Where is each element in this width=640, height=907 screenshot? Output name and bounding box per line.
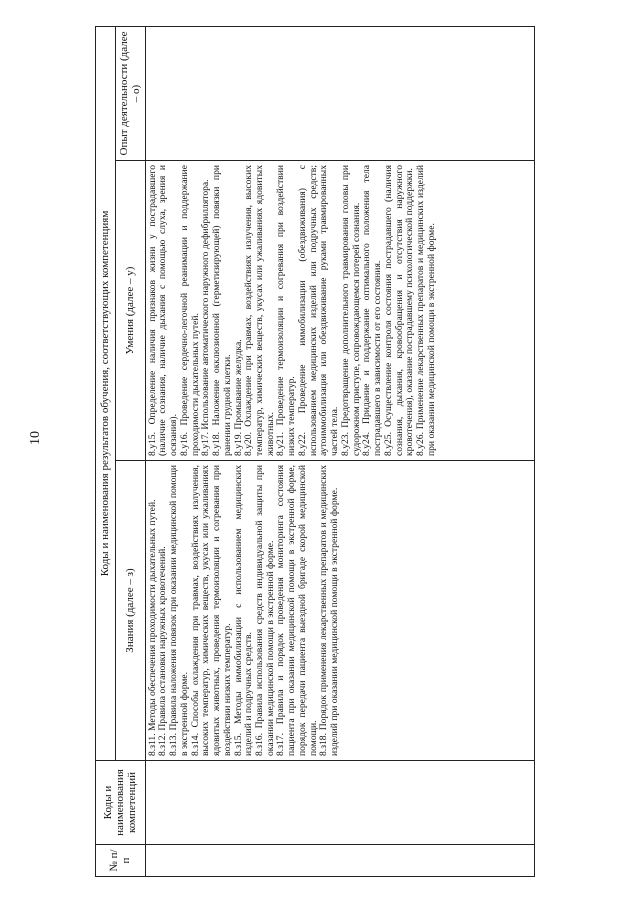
header-code: Коды и наименования компетенций bbox=[96, 761, 146, 845]
skill-item: 8.у21. Проведение термоизоляции и согревания при воздействии низких температур. bbox=[275, 165, 298, 456]
knowledge-item: 8.з13. Правила наложения повязок при оказании медицинской помощи в экстренной форме. bbox=[168, 465, 190, 756]
skill-item: 8.у24. Придание и поддержание оптимального положения тела пострадавшего в зависимости от его состояния. bbox=[361, 165, 384, 456]
skill-item: 8.у17. Использование автоматического наружного дефибриллятора. bbox=[200, 179, 212, 456]
header-group: Коды и наименования результатов обучения, соответствующих компетенциям bbox=[96, 26, 116, 760]
competency-table bbox=[95, 26, 535, 877]
skill-item: 8.у19. Промывание желудка. bbox=[232, 339, 244, 456]
cell-num bbox=[145, 845, 534, 877]
knowledge-item: 8.з18. Порядок применения лекарственных препаратов и медицинских изделий при оказании медицинской помощи в экстренной форме. bbox=[318, 465, 341, 756]
cell-experience bbox=[145, 26, 534, 160]
knowledge-item: 8.з16. Правила использования средств индивидуальной защиты при оказании медицинской помощи в экстренной форме. bbox=[253, 465, 276, 756]
skill-item: 8.у23. Предотвращение дополнительного травмирования головы при судорожном приступе, сопровождающемся потерей сознания. bbox=[339, 165, 362, 456]
page-number: 10 bbox=[28, 431, 43, 445]
skill-item: 8.у20. Охлаждение при травмах, воздействиях излучения, высоких температур, химических веществ, укусах или ужаливаниях ядовитых животных. bbox=[243, 165, 276, 456]
knowledge-item: 8.з12. Правила остановки наружных кровотечений. bbox=[157, 546, 169, 756]
skill-item: 8.у15. Определение наличия признаков жизни у пострадавшего (наличие сознания, наличие дыхания с помощью слуха, зрения и осязания). bbox=[146, 165, 180, 456]
cell-knowledge bbox=[145, 461, 534, 761]
cell-skills bbox=[145, 161, 534, 461]
skill-item: 8.у25. Осуществление контроля состояния пострадавшего (наличия сознания, дыхания, кровообращения и отсутствия наружного кровотечения), оказание пострадавшему психологической поддержки. bbox=[382, 165, 416, 456]
skill-item: 8.у26. Применение лекарственных препаратов и медицинских изделий при оказании медицинской помощи в экстренной форме. bbox=[414, 165, 437, 456]
header-knowledge: Знания (далее – з) bbox=[116, 461, 146, 761]
knowledge-item: 8.з17. Правила и порядок проведения мониторинга состояния пациента при оказании медицинской помощи в экстренной форме, порядок передачи пациента выездной бригаде скорой медицинской помощи. bbox=[275, 465, 319, 756]
skill-item: 8.у22. Проведение иммобилизации (обездвиживания) с использованием медицинских изделий или подручных средств; аутоиммобилизация или обездвиживание руками травмированных частей тела. bbox=[296, 165, 341, 456]
skill-item: 8.у18. Наложение окклюзионной (герметизирующей) повязки при ранении грудной клетки. bbox=[211, 165, 233, 456]
knowledge-item: 8.з14. Способы охлаждения при травмах, воздействиях излучения, высоких температур, химических веществ, укусах или ужаливаниях ядовитых животных, проведения термоизоляции и согревания при воздействии низких температур. bbox=[189, 465, 233, 756]
knowledge-item: 8.з15. Методы иммобилизации с использованием медицинских изделий и подручных средств. bbox=[232, 465, 255, 756]
skill-item: 8.у16. Проведение сердечно-легочной реанимации и поддержание проходимости дыхательных путей. bbox=[178, 165, 201, 456]
header-experience: Опыт деятельности (далее – о) bbox=[116, 26, 146, 160]
cell-code bbox=[145, 761, 534, 845]
header-num: № п/п bbox=[96, 845, 146, 877]
rotated-table-container bbox=[95, 27, 535, 877]
table-row bbox=[145, 26, 534, 876]
knowledge-item: 8.з11. Методы обеспечения проходимости дыхательных путей. bbox=[146, 499, 158, 756]
header-skills: Умения (далее – у) bbox=[116, 161, 146, 461]
